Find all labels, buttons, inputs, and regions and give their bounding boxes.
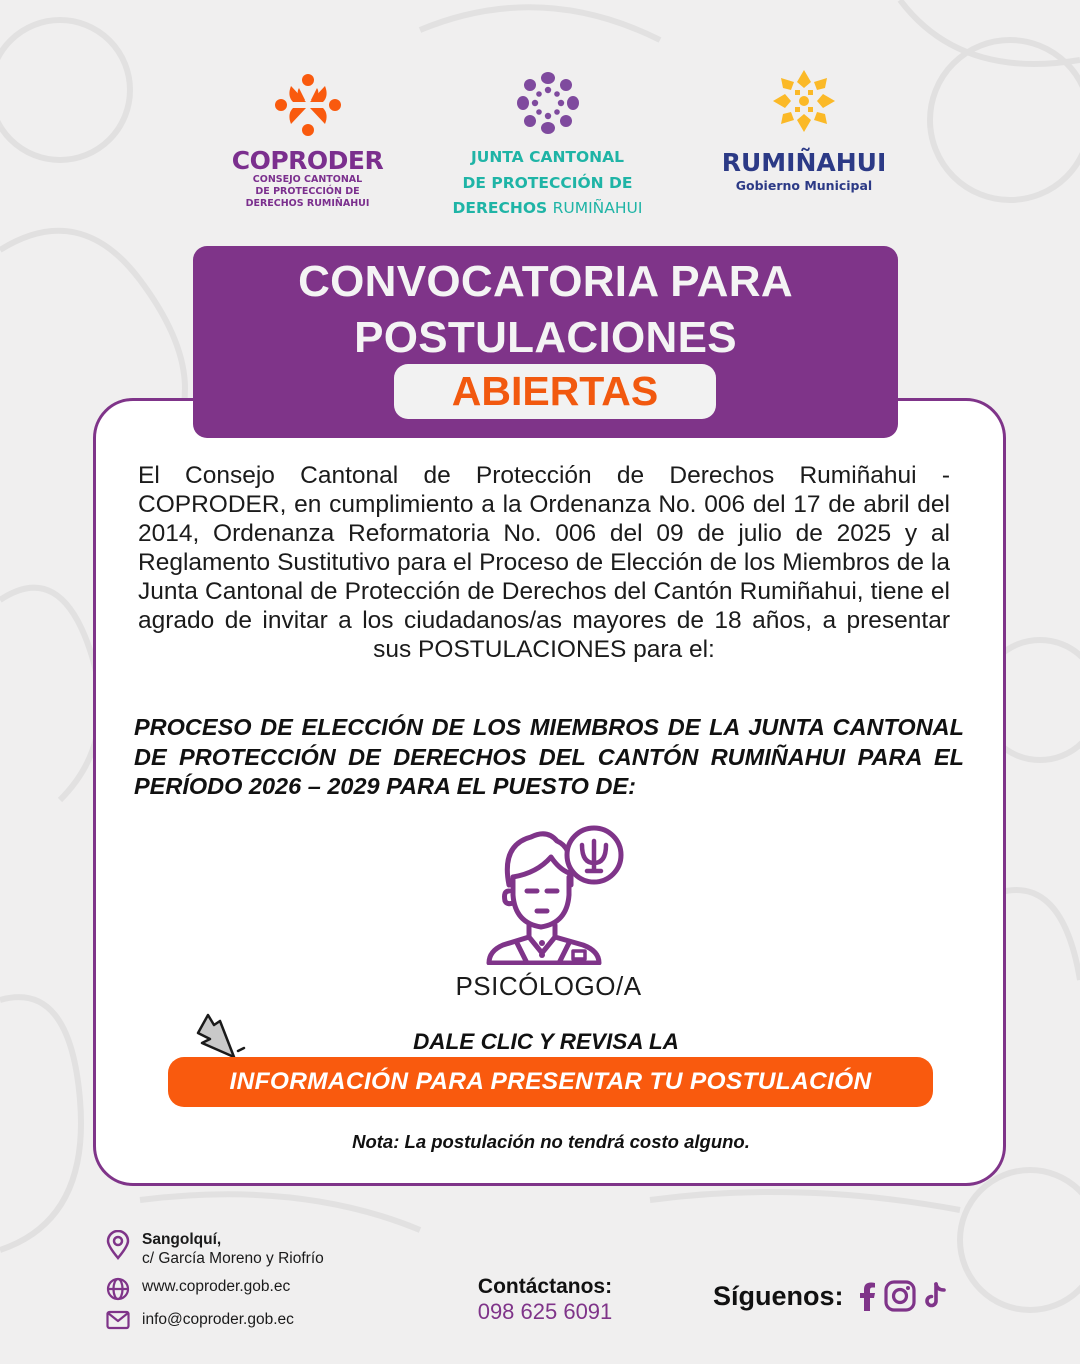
title-line-1: CONVOCATORIA PARA <box>298 257 793 306</box>
email-row <box>106 1310 436 1330</box>
contact-block <box>440 1275 650 1325</box>
rumiñahui-logo <box>718 68 890 192</box>
website-row <box>106 1277 436 1301</box>
abiertas-badge: ABIERTAS <box>394 364 716 419</box>
click-prompt: DALE CLIC Y REVISA LA <box>413 1029 679 1054</box>
page-title <box>193 246 898 366</box>
instagram-icon[interactable] <box>884 1280 916 1312</box>
social-block <box>713 1280 956 1312</box>
facebook-icon[interactable] <box>858 1281 876 1311</box>
coproder-logo <box>225 72 390 209</box>
junta-line-2: DE PROTECCIÓN DE <box>462 173 633 192</box>
rumiñahui-title: RUMIÑAHUI <box>721 148 887 177</box>
coproder-flower-icon <box>273 72 343 138</box>
address-row <box>106 1230 436 1268</box>
tiktok-icon[interactable] <box>924 1282 948 1310</box>
location-pin-icon <box>106 1230 130 1260</box>
junta-line-3-bold: DERECHOS <box>452 199 548 217</box>
mail-icon <box>106 1310 130 1330</box>
website-link[interactable]: www.coproder.gob.ec <box>142 1278 291 1295</box>
coproder-subtitle-3: DERECHOS RUMIÑAHUI <box>245 197 370 209</box>
junta-line-1: JUNTA CANTONAL <box>470 148 625 166</box>
main-card <box>93 398 1006 1186</box>
rumiñahui-subtitle: Gobierno Municipal <box>735 178 873 193</box>
psychologist-icon <box>481 825 626 965</box>
contact-label: Contáctanos: <box>477 1275 613 1298</box>
address-street: c/ García Moreno y Riofrío <box>142 1250 324 1267</box>
email-link[interactable]: info@coproder.gob.ec <box>142 1311 294 1328</box>
junta-line-3 <box>440 201 655 217</box>
address-city: Sangolquí, <box>142 1231 222 1248</box>
coproder-title: COPRODER <box>231 146 384 175</box>
follow-label: Síguenos: <box>713 1280 844 1311</box>
phone-number[interactable]: 098 625 6091 <box>477 1299 613 1324</box>
junta-logo <box>440 70 655 217</box>
intro-paragraph: El Consejo Cantonal de Protección de Derechos Rumiñahui - COPRODER, en cumplimiento a la Ordenanza No. 006 del 17 de abril del 2014, Ordenanza Reformatoria No. 006 del 09 de julio de 2025 y al Reglamento Sustitutivo para el Proceso de Elección de los Miembros de la Junta Cantonal de Protección de Derechos del Cantón Rumiñahui, tiene el agrado de invitar a los ciudadanos/as mayores de 18 años, a presentar sus POSTULACIONES para el: <box>138 462 950 663</box>
junta-circle-icon <box>515 70 581 136</box>
coproder-subtitle-2: DE PROTECCIÓN DE <box>255 185 360 197</box>
process-heading: PROCESO DE ELECCIÓN DE LOS MIEMBROS DE LA JUNTA CANTONAL DE PROTECCIÓN DE DERECHOS DEL CANTÓN RUMIÑAHUI PARA EL PERÍODO 2026 – 2029 PARA EL PUESTO DE: <box>134 714 964 799</box>
globe-icon <box>106 1277 130 1301</box>
position-label: PSICÓLOGO/A <box>455 971 642 1001</box>
footer-contacts <box>106 1230 436 1339</box>
title-line-2: POSTULACIONES <box>354 313 737 362</box>
junta-line-3-thin: RUMIÑAHUI <box>552 199 643 217</box>
coproder-subtitle-1: CONSEJO CANTONAL <box>252 174 363 185</box>
header-banner <box>193 246 898 438</box>
application-info-button[interactable]: INFORMACIÓN PARA PRESENTAR TU POSTULACIÓN <box>168 1057 933 1107</box>
rumiñahui-sun-icon <box>771 68 837 134</box>
cost-note: Nota: La postulación no tendrá costo alguno. <box>352 1131 750 1152</box>
